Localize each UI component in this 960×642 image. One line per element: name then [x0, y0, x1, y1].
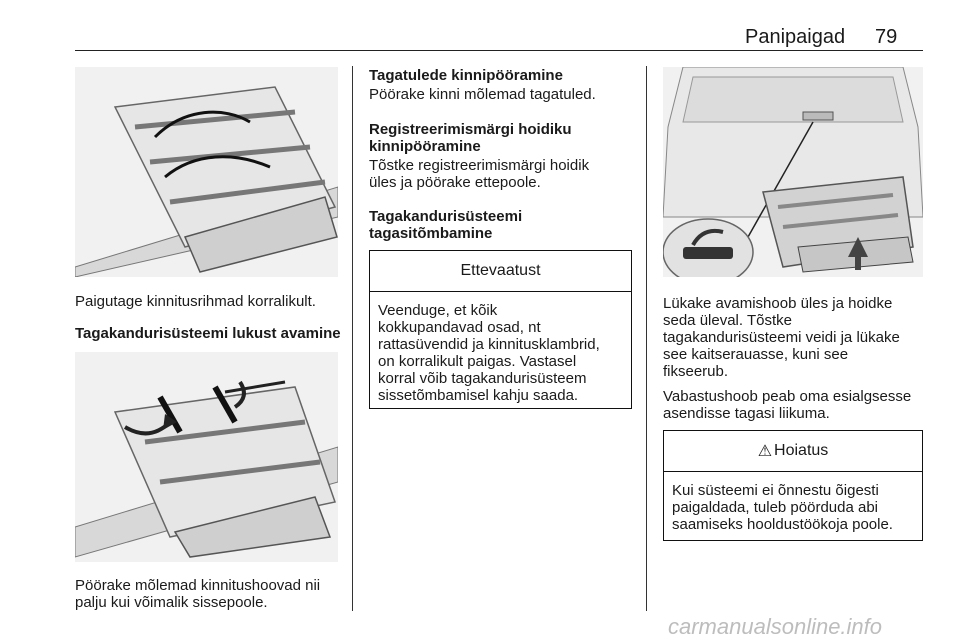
- text-plate-holder-line2: üles ja pöörake ettepoole.: [369, 174, 541, 191]
- warning-line: paigaldada, tuleb pöörduda abi: [672, 499, 879, 516]
- text-push-line4: see kaitserauasse, kuni see: [663, 346, 849, 363]
- text-push-line3: tagakandurisüsteemi veidi ja lükake: [663, 329, 900, 346]
- warning-title: Hoiatus: [774, 442, 829, 459]
- text-taillights: Pöörake kinni mõlemad tagatuled.: [369, 86, 596, 103]
- text-push-line1: Lükake avamishoob üles ja hoidke: [663, 295, 893, 312]
- text-plate-holder-line1: Tõstke registreerimismärgi hoidik: [369, 157, 590, 174]
- warning-box: [663, 430, 923, 541]
- caption-lever-line1: Pöörake mõlemad kinnitushoovad nii: [75, 577, 321, 594]
- heading-retract-line2: tagasitõmbamine: [369, 225, 493, 242]
- caution-line: Veenduge, et kõik: [378, 302, 498, 319]
- strap-illustration-drawing: [75, 67, 338, 277]
- header-rule: [75, 50, 923, 51]
- heading-unlock: Tagakandurisüsteemi lukust avamine: [75, 325, 341, 342]
- heading-retract-line1: Tagakandurisüsteemi: [369, 208, 523, 225]
- caution-line: kokkupandavad osad, nt: [378, 319, 541, 336]
- lever-illustration-drawing: [75, 352, 338, 562]
- heading-plate-holder-line2: kinnipööramine: [369, 138, 481, 155]
- caution-line: sissetõmbamisel kahju saada.: [378, 387, 579, 404]
- watermark: carmanualsonline.info: [668, 614, 883, 639]
- text-push-line5: fikseerub.: [663, 363, 729, 380]
- column-divider-left: [352, 66, 353, 611]
- caution-box: [369, 250, 632, 409]
- page-section-title: Panipaigad: [745, 26, 846, 48]
- lever-illustration: [75, 352, 338, 562]
- caption-strap: Paigutage kinnitusrihmad korralikult.: [75, 293, 316, 310]
- caution-line: on korralikult paigas. Vastasel: [378, 353, 577, 370]
- column-divider-right: [646, 66, 647, 611]
- strap-illustration: [75, 67, 338, 277]
- bumper-illustration: [663, 67, 923, 277]
- caption-lever-line2: palju kui võimalik sissepoole.: [75, 594, 268, 611]
- warning-icon: ⚠: [757, 443, 773, 460]
- heading-taillights: Tagatulede kinnipööramine: [369, 67, 563, 84]
- bumper-illustration-drawing: [663, 67, 923, 277]
- text-release-line2: asendisse tagasi liikuma.: [663, 405, 830, 422]
- caution-title: Ettevaatust: [370, 251, 631, 292]
- caution-body: [370, 292, 631, 404]
- warning-line: Kui süsteemi ei õnnestu õigesti: [672, 482, 879, 499]
- warning-body: [664, 472, 922, 533]
- warning-header: [664, 431, 922, 472]
- page-number: 79: [875, 26, 898, 48]
- caution-line: korral võib tagakandurisüsteem: [378, 370, 587, 387]
- warning-line: saamiseks hooldustöökoja poole.: [672, 516, 893, 533]
- caution-line: rattasüvendid ja kinnitusklambrid,: [378, 336, 600, 353]
- text-release-line1: Vabastushoob peab oma esialgsesse: [663, 388, 912, 405]
- heading-plate-holder-line1: Registreerimismärgi hoidiku: [369, 121, 572, 138]
- text-push-line2: seda üleval. Tõstke: [663, 312, 792, 329]
